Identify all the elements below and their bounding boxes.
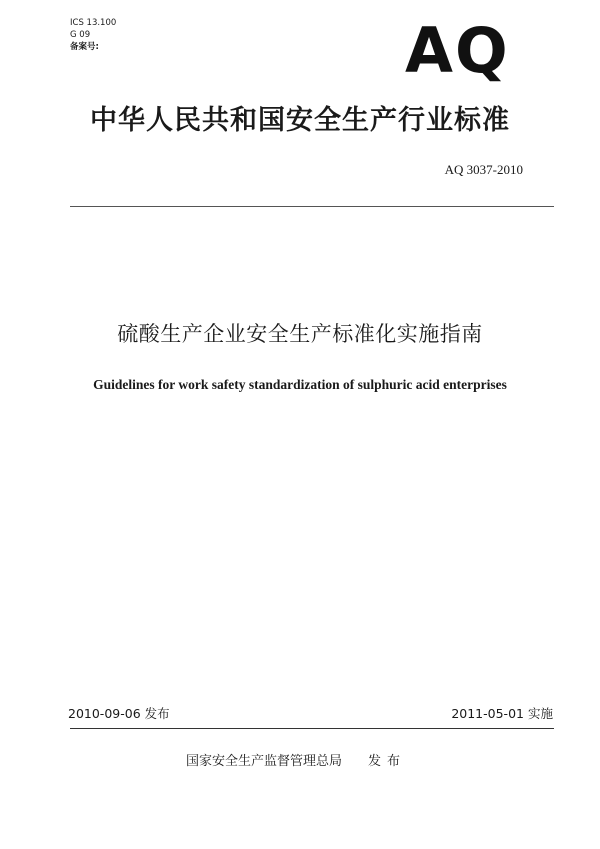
implementation-label: 实施 xyxy=(527,706,553,721)
classification-block xyxy=(70,17,116,53)
implementation-date: 2011-05-01 xyxy=(451,706,524,721)
footer-divider xyxy=(70,728,554,729)
standard-category-title: 中华人民共和国安全生产行业标准 xyxy=(90,105,510,136)
ccs-code: G 09 xyxy=(70,30,91,40)
document-title-en: Guidelines for work safety standardization of sulphuric acid enterprises xyxy=(93,377,507,392)
document-title-cn: 硫酸生产企业安全生产标准化实施指南 xyxy=(117,322,483,346)
implementation-date-block xyxy=(451,706,553,722)
issue-date-block xyxy=(68,706,170,722)
issuing-authority xyxy=(186,753,406,771)
filing-number-label: 备案号: xyxy=(70,42,99,52)
issuer-name: 国家安全生产监督管理总局 xyxy=(186,754,343,769)
issue-date: 2010-09-06 xyxy=(68,706,141,721)
issue-label: 发布 xyxy=(144,706,170,721)
aq-logo: AQ xyxy=(405,14,510,87)
header-divider xyxy=(70,206,554,207)
ics-code: ICS 13.100 xyxy=(70,18,117,28)
standard-code: AQ 3037-2010 xyxy=(444,162,523,177)
publish-label: 发布 xyxy=(368,754,407,769)
